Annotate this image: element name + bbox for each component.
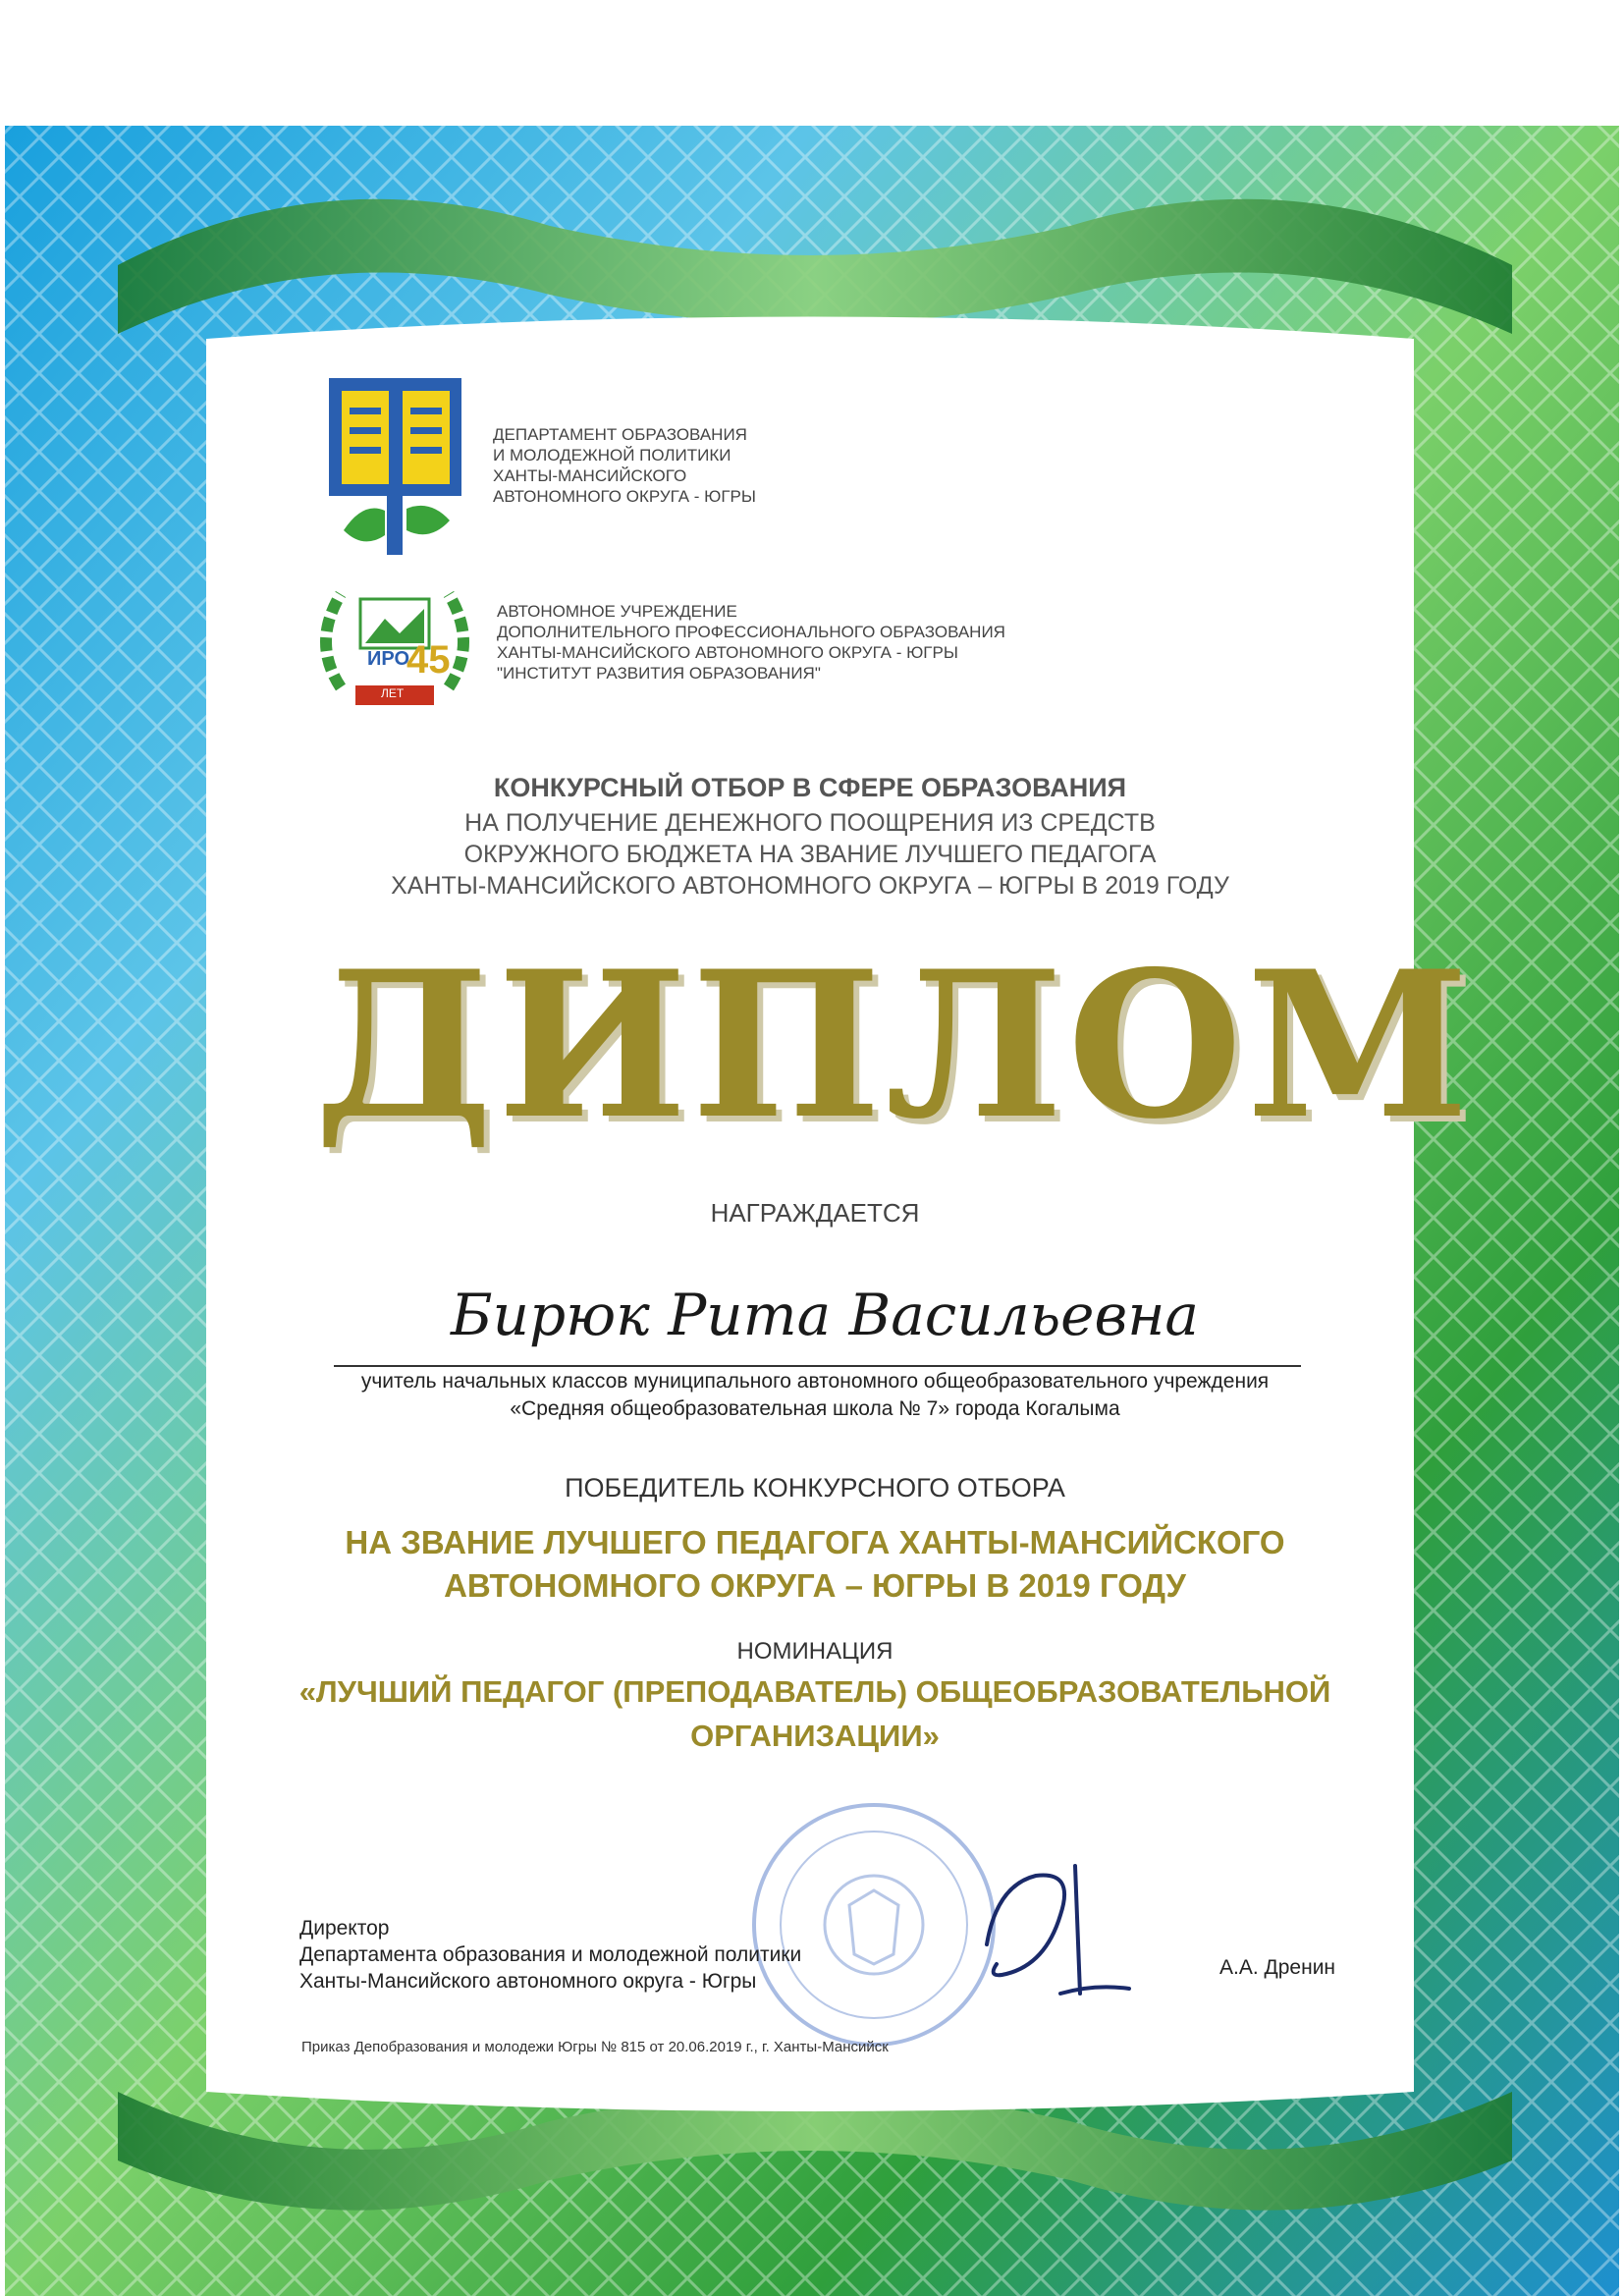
diploma-title: ДИПЛОМ xyxy=(314,928,1474,1164)
recipient-name: Бирюк Рита Васильевна xyxy=(450,1282,1200,1348)
contest-title: КОНКУРСНЫЙ ОТБОР В СФЕРЕ ОБРАЗОВАНИЯ xyxy=(493,773,1127,802)
department-line-3: ХАНТЫ-МАНСИЙСКОГО xyxy=(493,466,687,485)
nomination-line-2: ОРГАНИЗАЦИИ» xyxy=(690,1719,940,1753)
recipient-position-line-1: учитель начальных классов муниципального автономного общеобразовательного учреждения xyxy=(360,1370,1270,1393)
recipient-position-line-2: «Средняя общеобразовательная школа № 7» города Когалыма xyxy=(510,1397,1120,1420)
awarded-label: НАГРАЖДАЕТСЯ xyxy=(710,1198,920,1228)
nomination-line-1: «ЛУЧШИЙ ПЕДАГОГ (ПРЕПОДАВАТЕЛЬ) ОБЩЕОБРАЗОВАТЕЛЬНОЙ xyxy=(298,1674,1331,1709)
institute-line-2: ДОПОЛНИТЕЛЬНОГО ПРОФЕССИОНАЛЬНОГО ОБРАЗОВАНИЯ xyxy=(497,623,1005,641)
contest-line-3: ХАНТЫ-МАНСИЙСКОГО АВТОНОМНОГО ОКРУГА – ЮГРЫ В 2019 ГОДУ xyxy=(391,872,1229,900)
name-underline xyxy=(334,1365,1301,1367)
nomination-label: НОМИНАЦИЯ xyxy=(736,1638,893,1665)
department-line-2: И МОЛОДЕЖНОЙ ПОЛИТИКИ xyxy=(493,446,731,465)
signatory-line-2: Департамента образования и молодежной политики xyxy=(299,1943,802,1966)
signatory-name: А.А. Дренин xyxy=(1219,1956,1336,1979)
order-reference: Приказ Депобразования и молодежи Югры № 815 от 20.06.2019 г., г. Ханты-Мансийск xyxy=(301,2039,889,2055)
institute-line-1: АВТОНОМНОЕ УЧРЕЖДЕНИЕ xyxy=(497,602,737,621)
institute-line-4: "ИНСТИТУТ РАЗВИТИЯ ОБРАЗОВАНИЯ" xyxy=(497,664,821,683)
institute-logo xyxy=(306,570,483,717)
signatory-block xyxy=(299,1915,801,1995)
winner-label: ПОБЕДИТЕЛЬ КОНКУРСНОГО ОТБОРА xyxy=(565,1473,1065,1503)
institute-logo-text: ИРО xyxy=(367,648,410,670)
award-title-line-2: АВТОНОМНОГО ОКРУГА – ЮГРЫ В 2019 ГОДУ xyxy=(444,1567,1186,1604)
institute-logo-sub: ЛЕТ xyxy=(381,686,405,700)
department-logo xyxy=(324,373,471,560)
contest-line-1: НА ПОЛУЧЕНИЕ ДЕНЕЖНОГО ПООЩРЕНИЯ ИЗ СРЕДСТВ xyxy=(464,809,1156,837)
department-line-4: АВТОНОМНОГО ОКРУГА - ЮГРЫ xyxy=(493,487,756,506)
institute-logo-number: 45 xyxy=(406,638,451,682)
signatory-line-1: Директор xyxy=(299,1917,390,1940)
contest-line-2: ОКРУЖНОГО БЮДЖЕТА НА ЗВАНИЕ ЛУЧШЕГО ПЕДАГОГА xyxy=(463,841,1157,868)
department-line-1: ДЕПАРТАМЕНТ ОБРАЗОВАНИЯ xyxy=(493,425,747,444)
institute-name xyxy=(497,601,1005,683)
signatory-line-3: Ханты-Мансийского автономного округа - Югры xyxy=(299,1970,757,1993)
institute-line-3: ХАНТЫ-МАНСИЙСКОГО АВТОНОМНОГО ОКРУГА - ЮГРЫ xyxy=(497,643,958,662)
award-title-line-1: НА ЗВАНИЕ ЛУЧШЕГО ПЕДАГОГА ХАНТЫ-МАНСИЙСКОГО xyxy=(345,1524,1285,1560)
department-name xyxy=(493,424,756,507)
director-signature xyxy=(967,1846,1134,2023)
